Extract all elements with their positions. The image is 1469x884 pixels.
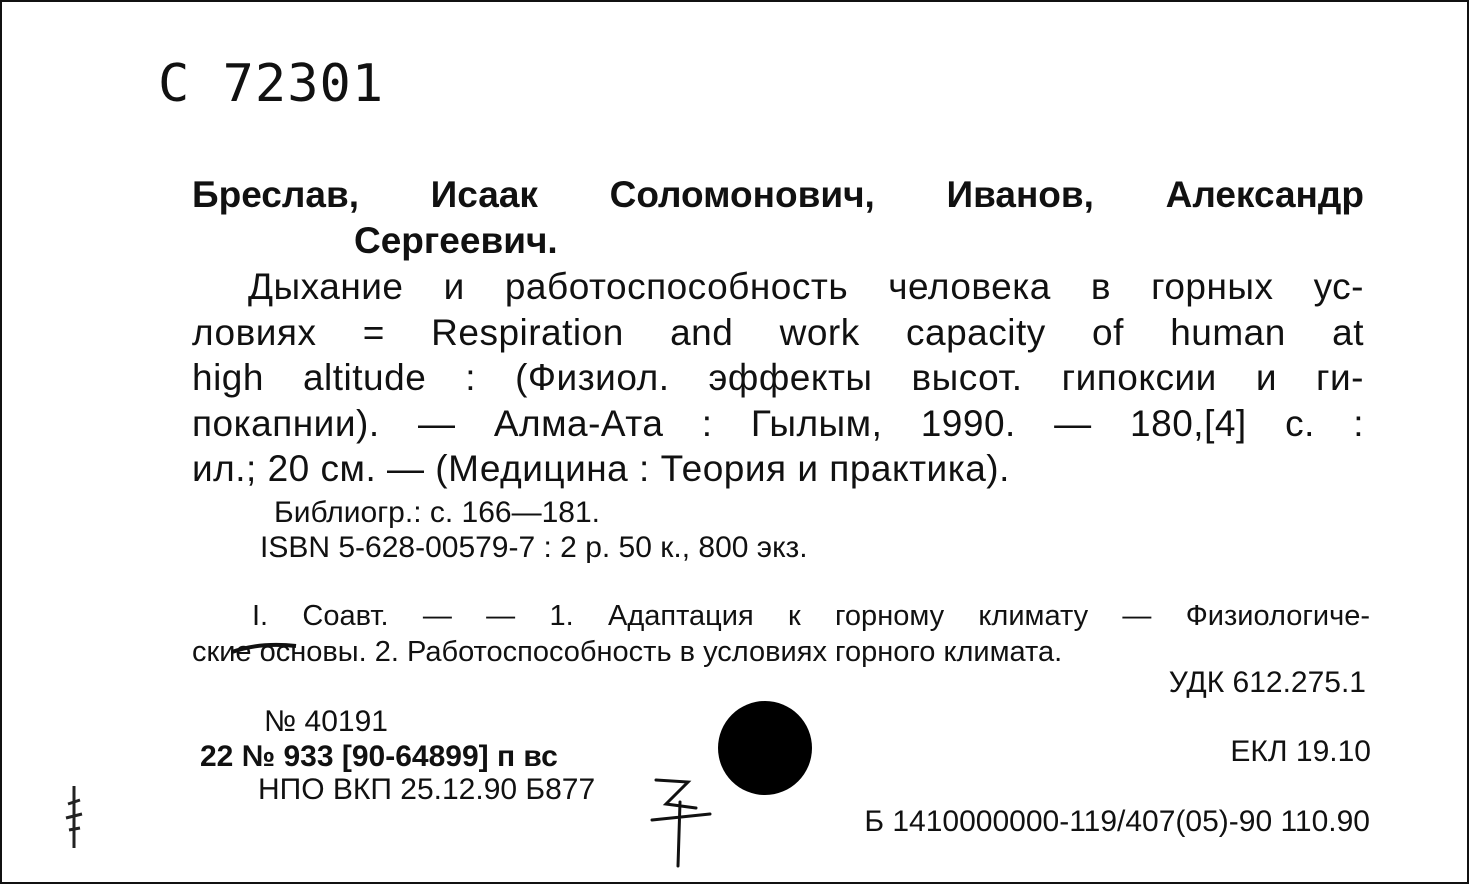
isbn-line: ISBN 5-628-00579-7 : 2 р. 50 к., 800 экз. <box>260 531 808 564</box>
pen-underline-mark <box>230 640 300 656</box>
handwritten-mark <box>648 774 718 874</box>
b-number: Б 1410000000-119/407(05)-90 110.90 <box>864 805 1370 838</box>
title-description <box>192 264 1364 492</box>
title-line: ил.; 20 см. — (Медицина : Теория и практика). <box>192 448 1010 489</box>
call-number: С 72301 <box>158 54 385 114</box>
ekl-code: ЕКЛ 19.10 <box>1230 735 1371 768</box>
udk-code: УДК 612.275.1 <box>1168 666 1366 699</box>
card-number: № 40191 <box>264 705 388 738</box>
title-line: Дыхание и работоспособность человека в горных ус- <box>248 266 1364 307</box>
title-line: покапнии). — Алма-Ата : Гылым, 1990. — 180,[4] с. : <box>192 402 1364 444</box>
punch-hole <box>718 701 812 795</box>
author-continuation: Сергеевич. <box>354 220 558 261</box>
margin-scribble <box>60 784 90 854</box>
author-word: Бреслав, <box>192 174 359 215</box>
tracing-line: I. Соавт. — — 1. Адаптация к горному климату — Физиологиче- <box>252 600 1370 632</box>
tracing-line: ские основы. 2. Работоспособность в условиях горного климата. <box>192 636 1063 668</box>
author-heading <box>192 174 1364 216</box>
order-number: 22 № 933 [90-64899] п вс <box>200 740 558 773</box>
author-word: Иванов, <box>946 174 1094 215</box>
author-word: Соломонович, <box>609 174 875 215</box>
title-line: high altitude : (Физиол. эффекты высот. гипоксии и ги- <box>192 357 1364 398</box>
title-line: ловиях = Respiration and work capacity of human at <box>192 311 1364 353</box>
publisher-stamp: НПО ВКП 25.12.90 Б877 <box>258 773 596 806</box>
author-word: Александр <box>1165 174 1364 215</box>
tracings <box>192 598 1370 670</box>
author-word: Исаак <box>430 174 538 215</box>
bibliography-note: Библиогр.: с. 166—181. <box>274 496 600 529</box>
